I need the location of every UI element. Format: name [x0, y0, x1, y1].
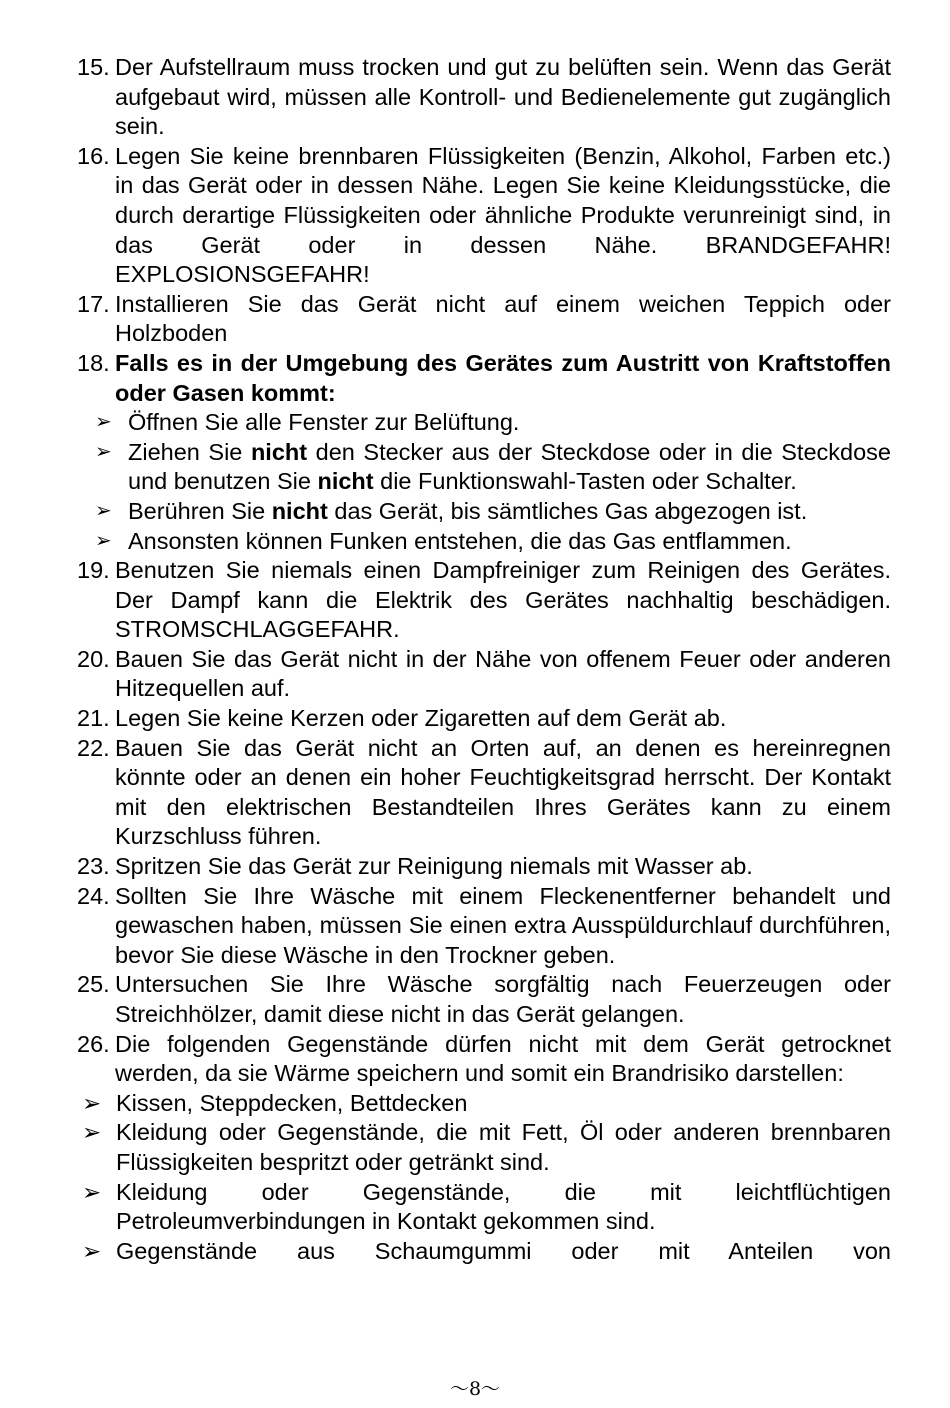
- list-item-25: [77, 970, 891, 1029]
- safety-instructions-list: [77, 53, 891, 1266]
- text-run: Ziehen Sie: [128, 438, 251, 465]
- item-number: 21.: [77, 705, 110, 732]
- emphasis-text: nicht: [271, 497, 328, 524]
- list-item-19: [77, 556, 891, 645]
- item-content: [115, 349, 891, 408]
- list-item-22: [77, 734, 891, 852]
- list-item-23: [77, 852, 891, 882]
- text-run: das Gerät, bis sämtliches Gas abgezogen ist.: [327, 497, 808, 524]
- list-item-16: [77, 142, 891, 290]
- item-text: Legen Sie keine Kerzen oder Zigaretten auf dem Gerät ab.: [115, 705, 727, 732]
- bullet-text: [128, 438, 891, 497]
- arrow-bullet-icon: ➢: [82, 1089, 102, 1116]
- item-text: Bauen Sie das Gerät nicht an Orten auf, an denen es hereinregnen könnte oder an denen ein hoher Feuchtigkeitsgrad herrscht. Der Kontakt mit den elektrischen Bestandteilen Ihres Gerätes kann zu einem Kurzschluss führen.: [115, 734, 891, 850]
- emphasis-text: nicht: [250, 438, 308, 465]
- item-text: Der Aufstellraum muss trocken und gut zu belüften sein. Wenn das Gerät aufgebaut wird, müssen alle Kontroll- und Bedienelemente gut zugänglich sein.: [115, 54, 891, 140]
- item-number: 18.: [77, 349, 110, 376]
- bullet-item: [82, 1237, 891, 1267]
- item-number: 22.: [77, 734, 110, 761]
- item-text: Die folgenden Gegenstände dürfen nicht mit dem Gerät getrocknet werden, da sie Wärme speichern und somit ein Brandrisiko darstellen:: [115, 1030, 891, 1087]
- item-text: Sollten Sie Ihre Wäsche mit einem Fleckenentferner behandelt und gewaschen haben, müssen Sie einen extra Ausspüldurchlauf durchführen, bevor Sie diese Wäsche in den Trockner geben.: [115, 882, 891, 968]
- item-text: Spritzen Sie das Gerät zur Reinigung niemals mit Wasser ab.: [115, 853, 753, 880]
- arrow-bullet-icon: ➢: [82, 1237, 102, 1264]
- item-text: Untersuchen Sie Ihre Wäsche sorgfältig nach Feuerzeugen oder Streichhölzer, damit diese nicht in das Gerät gelangen.: [115, 971, 891, 1027]
- text-run: den Stecker aus der Steckdose oder in die Steckdose und benutzen Sie: [128, 438, 891, 495]
- arrow-bullet-icon: ➢: [82, 1178, 102, 1205]
- item-number: 25.: [77, 971, 110, 998]
- bullet-text: Öffnen Sie alle Fenster zur Belüftung.: [128, 409, 520, 436]
- bullet-item: [82, 1089, 891, 1119]
- bullet-item: [95, 527, 891, 557]
- list-item-24: [77, 882, 891, 971]
- list-item-21: [77, 704, 891, 734]
- text-run: die Funktionswahl-Tasten oder Schalter.: [373, 468, 797, 495]
- item-text: Bauen Sie das Gerät nicht in der Nähe von offenem Feuer oder anderen Hitzequellen auf.: [115, 645, 891, 702]
- arrow-bullet-icon: ➢: [95, 440, 112, 463]
- bullet-text: Ansonsten können Funken entstehen, die das Gas entflammen.: [128, 527, 792, 554]
- item-text: Benutzen Sie niemals einen Dampfreiniger zum Reinigen des Gerätes. Der Dampf kann die Elektrik des Gerätes nachhaltig beschädigen. STROMSCHLAGGEFAHR.: [115, 557, 891, 643]
- arrow-bullet-icon: ➢: [95, 499, 112, 522]
- bullet-item: [95, 408, 891, 438]
- item-number: 20.: [77, 645, 110, 672]
- item-text: Legen Sie keine brennbaren Flüssigkeiten (Benzin, Alkohol, Farben etc.) in das Gerät oder in dessen Nähe. Legen Sie keine Kleidungsstücke, die durch derartige Flüssigkeiten oder ähnliche Produkte verunreinigt sind, in das Gerät oder in dessen Nähe. BRANDGEFAHR! EXPLOSIONSGEFAHR!: [115, 142, 891, 288]
- item-number: 19.: [77, 557, 110, 584]
- bullet-text: Kissen, Steppdecken, Bettdecken: [116, 1089, 468, 1116]
- page-number: ～8～: [449, 1378, 501, 1400]
- item-number: 15.: [77, 54, 110, 80]
- arrow-bullet-icon: ➢: [95, 411, 112, 434]
- emphasis-text: nicht: [317, 468, 374, 495]
- list-item-17: [77, 290, 891, 349]
- bullet-text: Gegenstände aus Schaumgummi oder mit Anteilen von: [116, 1237, 891, 1264]
- item-number: 24.: [77, 882, 110, 909]
- bullet-item: [82, 1178, 891, 1237]
- list-item-26: [77, 1030, 891, 1089]
- text-run: Berühren Sie: [128, 497, 272, 524]
- bullet-item: [95, 438, 891, 497]
- bullet-item: [95, 497, 891, 527]
- arrow-bullet-icon: ➢: [82, 1119, 102, 1146]
- item-heading: Falls es in der Umgebung des Gerätes zum Austritt von Kraftstoffen oder Gasen kommt:: [115, 349, 891, 406]
- arrow-bullet-icon: ➢: [95, 529, 112, 552]
- list-item-20: [77, 645, 891, 704]
- bullet-text: [128, 497, 891, 527]
- item-text: Installieren Sie das Gerät nicht auf einem weichen Teppich oder Holzboden: [115, 290, 891, 347]
- item-number: 23.: [77, 853, 110, 880]
- item-number: 26.: [77, 1030, 110, 1057]
- item-number: 17.: [77, 290, 110, 317]
- bullet-text: Kleidung oder Gegenstände, die mit leichtflüchtigen Petroleumverbindungen in Kontakt gekommen sind.: [116, 1178, 891, 1235]
- item-number: 16.: [77, 142, 110, 169]
- list-item-18: [77, 349, 891, 408]
- bullet-text: Kleidung oder Gegenstände, die mit Fett, Öl oder anderen brennbaren Flüssigkeiten bespritzt oder getränkt sind.: [116, 1119, 891, 1175]
- list-item-15: [77, 53, 891, 142]
- bullet-item: [82, 1118, 891, 1177]
